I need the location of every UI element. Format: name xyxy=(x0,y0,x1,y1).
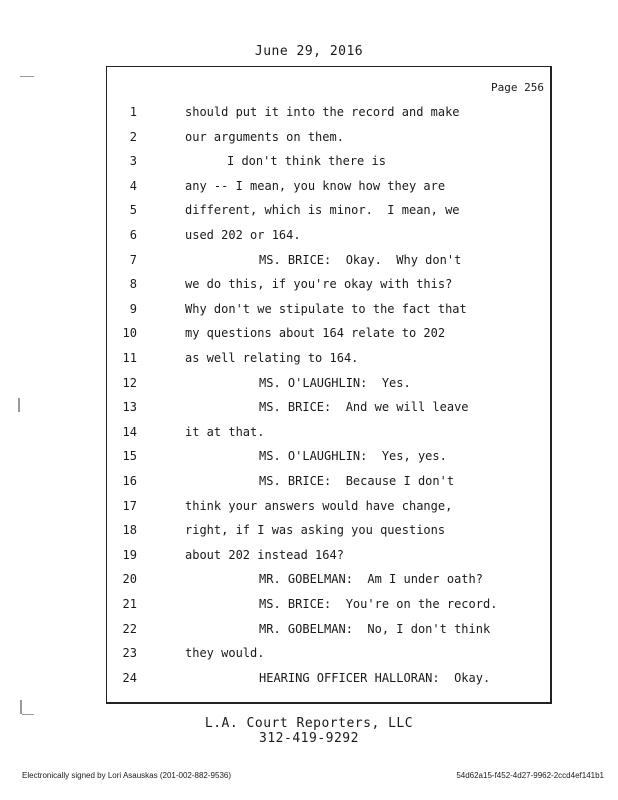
transcript-line xyxy=(107,474,553,494)
line-text: MS. BRICE: And we will leave xyxy=(259,400,469,415)
line-number: 15 xyxy=(122,449,137,464)
transcript-line xyxy=(107,671,553,691)
line-text: any -- I mean, you know how they are xyxy=(185,178,446,193)
scan-mark xyxy=(20,76,34,77)
transcript-line xyxy=(107,277,553,297)
transcript-line xyxy=(107,499,553,519)
line-number: 1 xyxy=(129,105,137,119)
transcript-page xyxy=(106,66,552,704)
court-reporter-phone: 312-419-9292 xyxy=(259,731,359,746)
transcript-line xyxy=(107,351,553,371)
line-text: used 202 or 164. xyxy=(185,228,301,242)
transcript-line xyxy=(107,130,553,150)
line-number: 13 xyxy=(122,400,137,415)
line-text: MS. BRICE: Because I don't xyxy=(259,474,455,488)
line-text: they would. xyxy=(185,646,265,661)
transcript-line xyxy=(107,646,553,666)
line-number: 17 xyxy=(122,498,137,513)
line-number: 16 xyxy=(122,474,137,488)
line-number: 19 xyxy=(122,547,137,562)
line-text: it at that. xyxy=(185,424,265,439)
transcript-line xyxy=(107,400,553,420)
transcript-line xyxy=(107,572,553,592)
line-number: 14 xyxy=(122,424,137,439)
line-text: think your answers would have change, xyxy=(185,498,453,513)
line-number: 3 xyxy=(129,154,137,169)
scan-mark xyxy=(18,398,20,412)
line-text: my questions about 164 relate to 202 xyxy=(185,326,446,341)
transcript-line xyxy=(107,376,553,396)
line-text: MS. O'LAUGHLIN: Yes, yes. xyxy=(259,449,447,464)
line-number: 6 xyxy=(129,228,137,242)
line-text: about 202 instead 164? xyxy=(185,547,344,562)
line-text: MR. GOBELMAN: Am I under oath? xyxy=(259,572,483,587)
line-text: MS. O'LAUGHLIN: Yes. xyxy=(259,375,411,390)
line-number: 9 xyxy=(129,301,137,316)
line-text: I don't think there is xyxy=(227,154,386,169)
court-reporter-name: L.A. Court Reporters, LLC xyxy=(204,716,414,731)
line-text: our arguments on them. xyxy=(185,129,344,144)
line-number: 18 xyxy=(122,523,137,538)
transcript-line xyxy=(107,203,553,223)
transcript-line xyxy=(107,105,553,125)
transcript-line xyxy=(107,302,553,322)
transcript-line xyxy=(107,425,553,445)
line-text: right, if I was asking you questions xyxy=(185,523,446,538)
document-id: 54d62a15-f452-4d27-9962-2ccd4ef141b1 xyxy=(456,771,604,780)
line-number: 10 xyxy=(122,326,137,341)
transcript-line xyxy=(107,326,553,346)
line-number: 21 xyxy=(122,597,137,611)
scan-mark xyxy=(22,714,34,715)
line-number: 7 xyxy=(129,252,137,267)
line-text: Why don't we stipulate to the fact that xyxy=(185,301,467,316)
scan-mark xyxy=(20,700,22,714)
page-number: Page 256 xyxy=(491,81,544,94)
transcript-line xyxy=(107,154,553,174)
transcript-line xyxy=(107,228,553,248)
line-number: 11 xyxy=(122,351,137,365)
line-number: 22 xyxy=(122,621,137,636)
line-text: HEARING OFFICER HALLORAN: Okay. xyxy=(259,670,491,685)
line-number: 24 xyxy=(122,670,137,685)
transcript-date: June 29, 2016 xyxy=(254,44,364,59)
line-number: 5 xyxy=(129,203,137,218)
line-number: 23 xyxy=(122,646,137,661)
line-text: we do this, if you're okay with this? xyxy=(185,277,453,292)
line-number: 4 xyxy=(129,178,137,193)
transcript-line xyxy=(107,523,553,543)
line-text: should put it into the record and make xyxy=(185,105,460,119)
line-number: 20 xyxy=(122,572,137,587)
transcript-line xyxy=(107,548,553,568)
line-number: 8 xyxy=(129,277,137,292)
electronic-signature: Electronically signed by Lori Asauskas (201-002-882-9536) xyxy=(22,771,232,780)
line-text: MS. BRICE: You're on the record. xyxy=(259,597,498,611)
transcript-line xyxy=(107,449,553,469)
line-text: different, which is minor. I mean, we xyxy=(185,203,460,218)
line-text: MR. GOBELMAN: No, I don't think xyxy=(259,621,491,636)
line-text: MS. BRICE: Okay. Why don't xyxy=(259,252,462,267)
transcript-line xyxy=(107,253,553,273)
transcript-line xyxy=(107,179,553,199)
transcript-line xyxy=(107,622,553,642)
line-number: 2 xyxy=(129,129,137,144)
line-number: 12 xyxy=(122,375,137,390)
transcript-line xyxy=(107,597,553,617)
line-text: as well relating to 164. xyxy=(185,351,359,365)
